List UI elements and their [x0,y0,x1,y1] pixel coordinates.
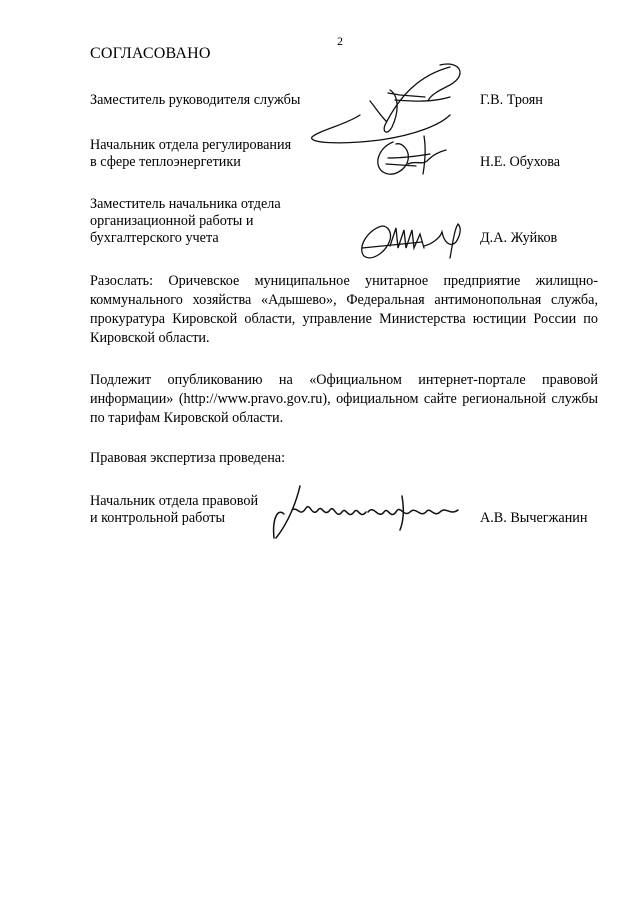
publication-paragraph: Подлежит опубликованию на «Официальном интернет-портале правовой информации» (http://www.pravo.gov.ru), официальном сайте региональной службы по тарифам Кировской области. [90,372,598,426]
approval-heading: СОГЛАСОВАНО [90,45,211,62]
signer-name-obukhova: Н.Е. Обухова [480,154,561,170]
signer-name-zhuykov: Д.А. Жуйков [480,230,558,246]
signer-title-heat-regulation: Начальник отдела регулирования в сфере теплоэнергетики [90,137,292,170]
signature-obukhova [368,130,458,182]
signer-title-legal: Начальник отдела правовой и контрольной работы [90,493,259,526]
signer-title-deputy-head: Заместитель руководителя службы [90,92,301,108]
page-number: 2 [337,34,343,48]
signature-zhuykov [352,218,467,263]
distribution-paragraph: Разослать: Оричевское муниципальное унитарное предприятие жилищно-коммунального хозяйства «Адышево», Федеральная антимонопольная служба, прокуратура Кировской области, управление Министерства юстиции России по Кировской области. [90,273,598,346]
legal-review-label: Правовая экспертиза проведена: [90,450,286,466]
signer-title-org-accounting: Заместитель начальника отдела организационной работы и бухгалтерского учета [90,196,281,246]
signature-vychegzhanin [270,478,470,548]
signer-name-troyan: Г.В. Троян [480,92,543,108]
signer-name-vychegzhanin: А.В. Вычегжанин [480,510,588,526]
